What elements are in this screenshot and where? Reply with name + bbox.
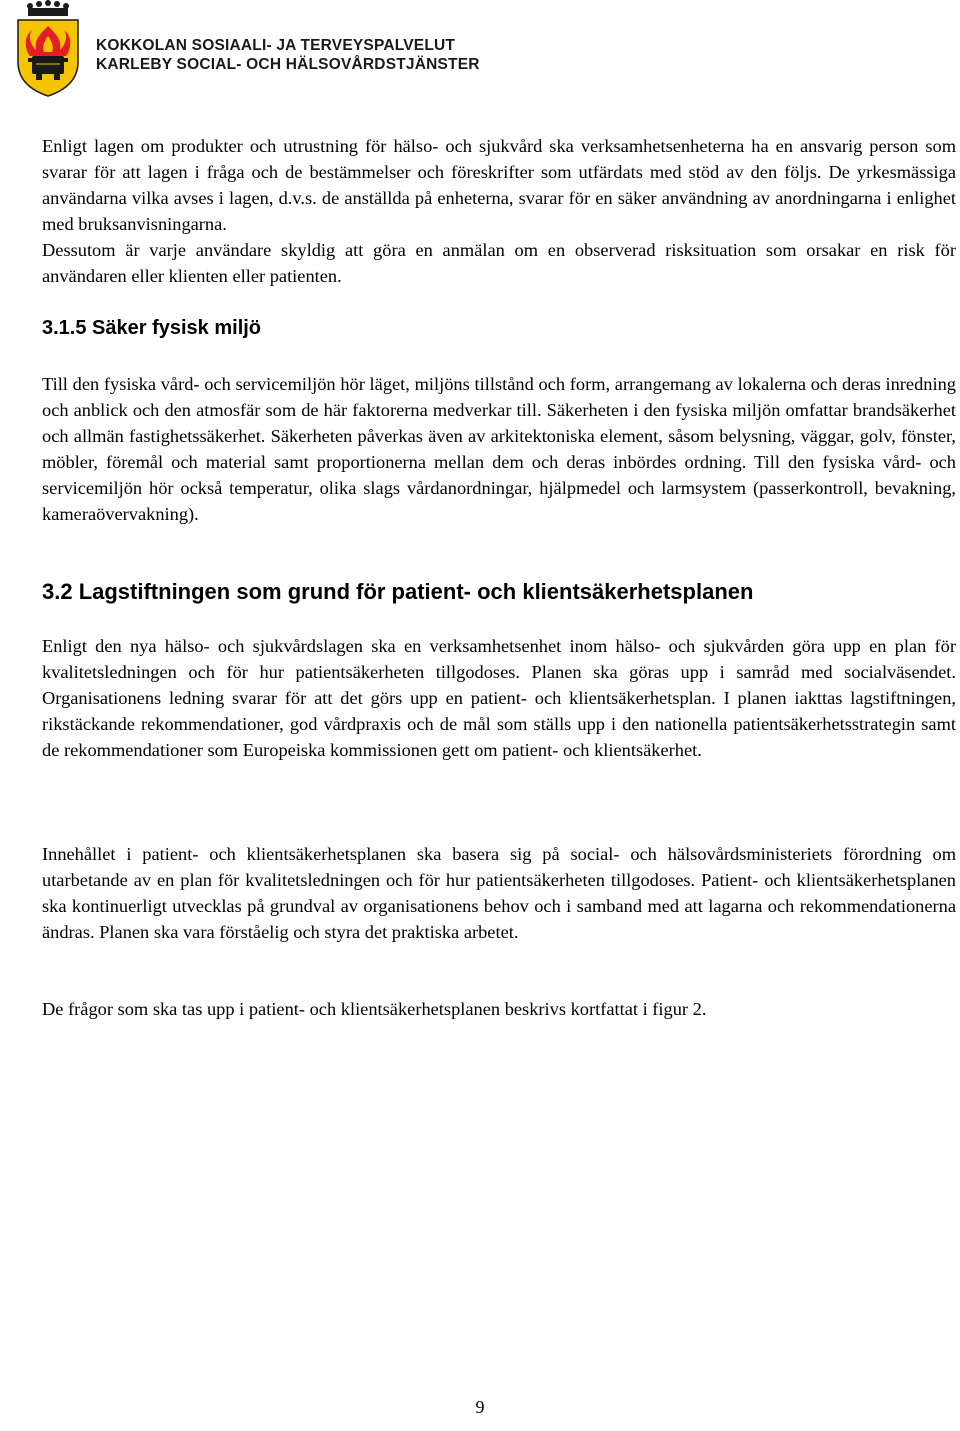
section-3-2-body-2 — [42, 841, 956, 945]
section-3-1-5-paragraph: Till den fysiska vård- och servicemiljön hör läget, miljöns tillstånd och form, arrangemang av lokalerna och deras inredning och anblick och den atmosfär som de här faktorerna medverkar till. Säkerheten i den fysiska miljön omfattar brandsäkerhet och allmän fastighetssäkerhet. Säkerheten påverkas även av arkitektoniska element, såsom belysning, väggar, golv, fönster, möbler, föremål och material samt proportionerna mellan dem och deras inbördes ordning. Till den fysiska vård- och servicemiljön hör också temperatur, olika slags vårdanordningar, hjälpmedel och larmsystem (passerkontroll, bevakning, kameraövervakning). — [42, 374, 956, 524]
section-3-2-paragraph-1: Enligt den nya hälso- och sjukvårdslagen ska en verksamhetsenhet inom hälso- och sjukvården göra upp en plan för kvalitetsledningen och för hur patientsäkerheten tillgodoses. Planen ska göras upp i samråd med socialväsendet. Organisationens ledning svarar för att det görs upp en patient- och klientsäkerhetsplan. I planen iakttas lagstiftningen, rikstäckande rekommendationer, god vårdpraxis och de mål som ställs upp i den nationella patientsäkerhetsstrategin samt de rekommendationer som Europeiska kommissionen gett om patient- och klientsäkerhet. — [42, 636, 956, 760]
intro-block — [42, 133, 956, 289]
page-header — [14, 0, 634, 100]
organization-name — [96, 36, 480, 74]
org-name-swedish: KARLEBY SOCIAL- OCH HÄLSOVÅRDSTJÄNSTER — [96, 56, 480, 73]
municipal-crest-icon — [14, 0, 82, 98]
org-name-finnish: KOKKOLAN SOSIAALI- JA TERVEYSPALVELUT — [96, 37, 456, 54]
section-3-2-body-3 — [42, 996, 802, 1022]
section-3-1-5-body — [42, 371, 956, 527]
document-body — [42, 133, 956, 1019]
section-3-1-5-heading: 3.1.5 Säker fysisk miljö — [42, 317, 262, 339]
intro-paragraph-1: Enligt lagen om produkter och utrustning för hälso- och sjukvård ska verksamhetsenheterna ha en ansvarig person som svarar för att lagen i fråga och de bestämmelser och föreskrifter som utfärdats med stöd av den följs. De yrkesmässiga användarna vilka avses i lagen, d.v.s. de anställda på enheterna, svarar för en säker användning av anordningarna i enlighet med bruksanvisningarna. — [42, 136, 956, 234]
intro-paragraph-2: Dessutom är varje användare skyldig att göra en anmälan om en observerad risksituation som orsakar en risk för användaren eller klienten eller patienten. — [42, 240, 956, 286]
section-3-2-heading: 3.2 Lagstiftningen som grund för patient- och klientsäkerhetsplanen — [42, 579, 754, 604]
page-number: 9 — [475, 1397, 485, 1417]
section-3-2-body-1 — [42, 633, 956, 763]
section-3-2-paragraph-3: De frågor som ska tas upp i patient- och klientsäkerhetsplanen beskrivs kortfattat i figur 2. — [42, 999, 707, 1019]
section-3-2-paragraph-2: Innehållet i patient- och klientsäkerhetsplanen ska basera sig på social- och hälsovårdsministeriets förordning om utarbetande av en plan för kvalitetsledningen och för hur patientsäkerheten tillgodoses. Patient- och klientsäkerhetsplanen ska kontinuerligt utvecklas på grundval av organisationens behov och i samband med att lagarna och rekommendationerna ändras. Planen ska vara förståelig och styra det praktiska arbetet. — [42, 844, 956, 942]
